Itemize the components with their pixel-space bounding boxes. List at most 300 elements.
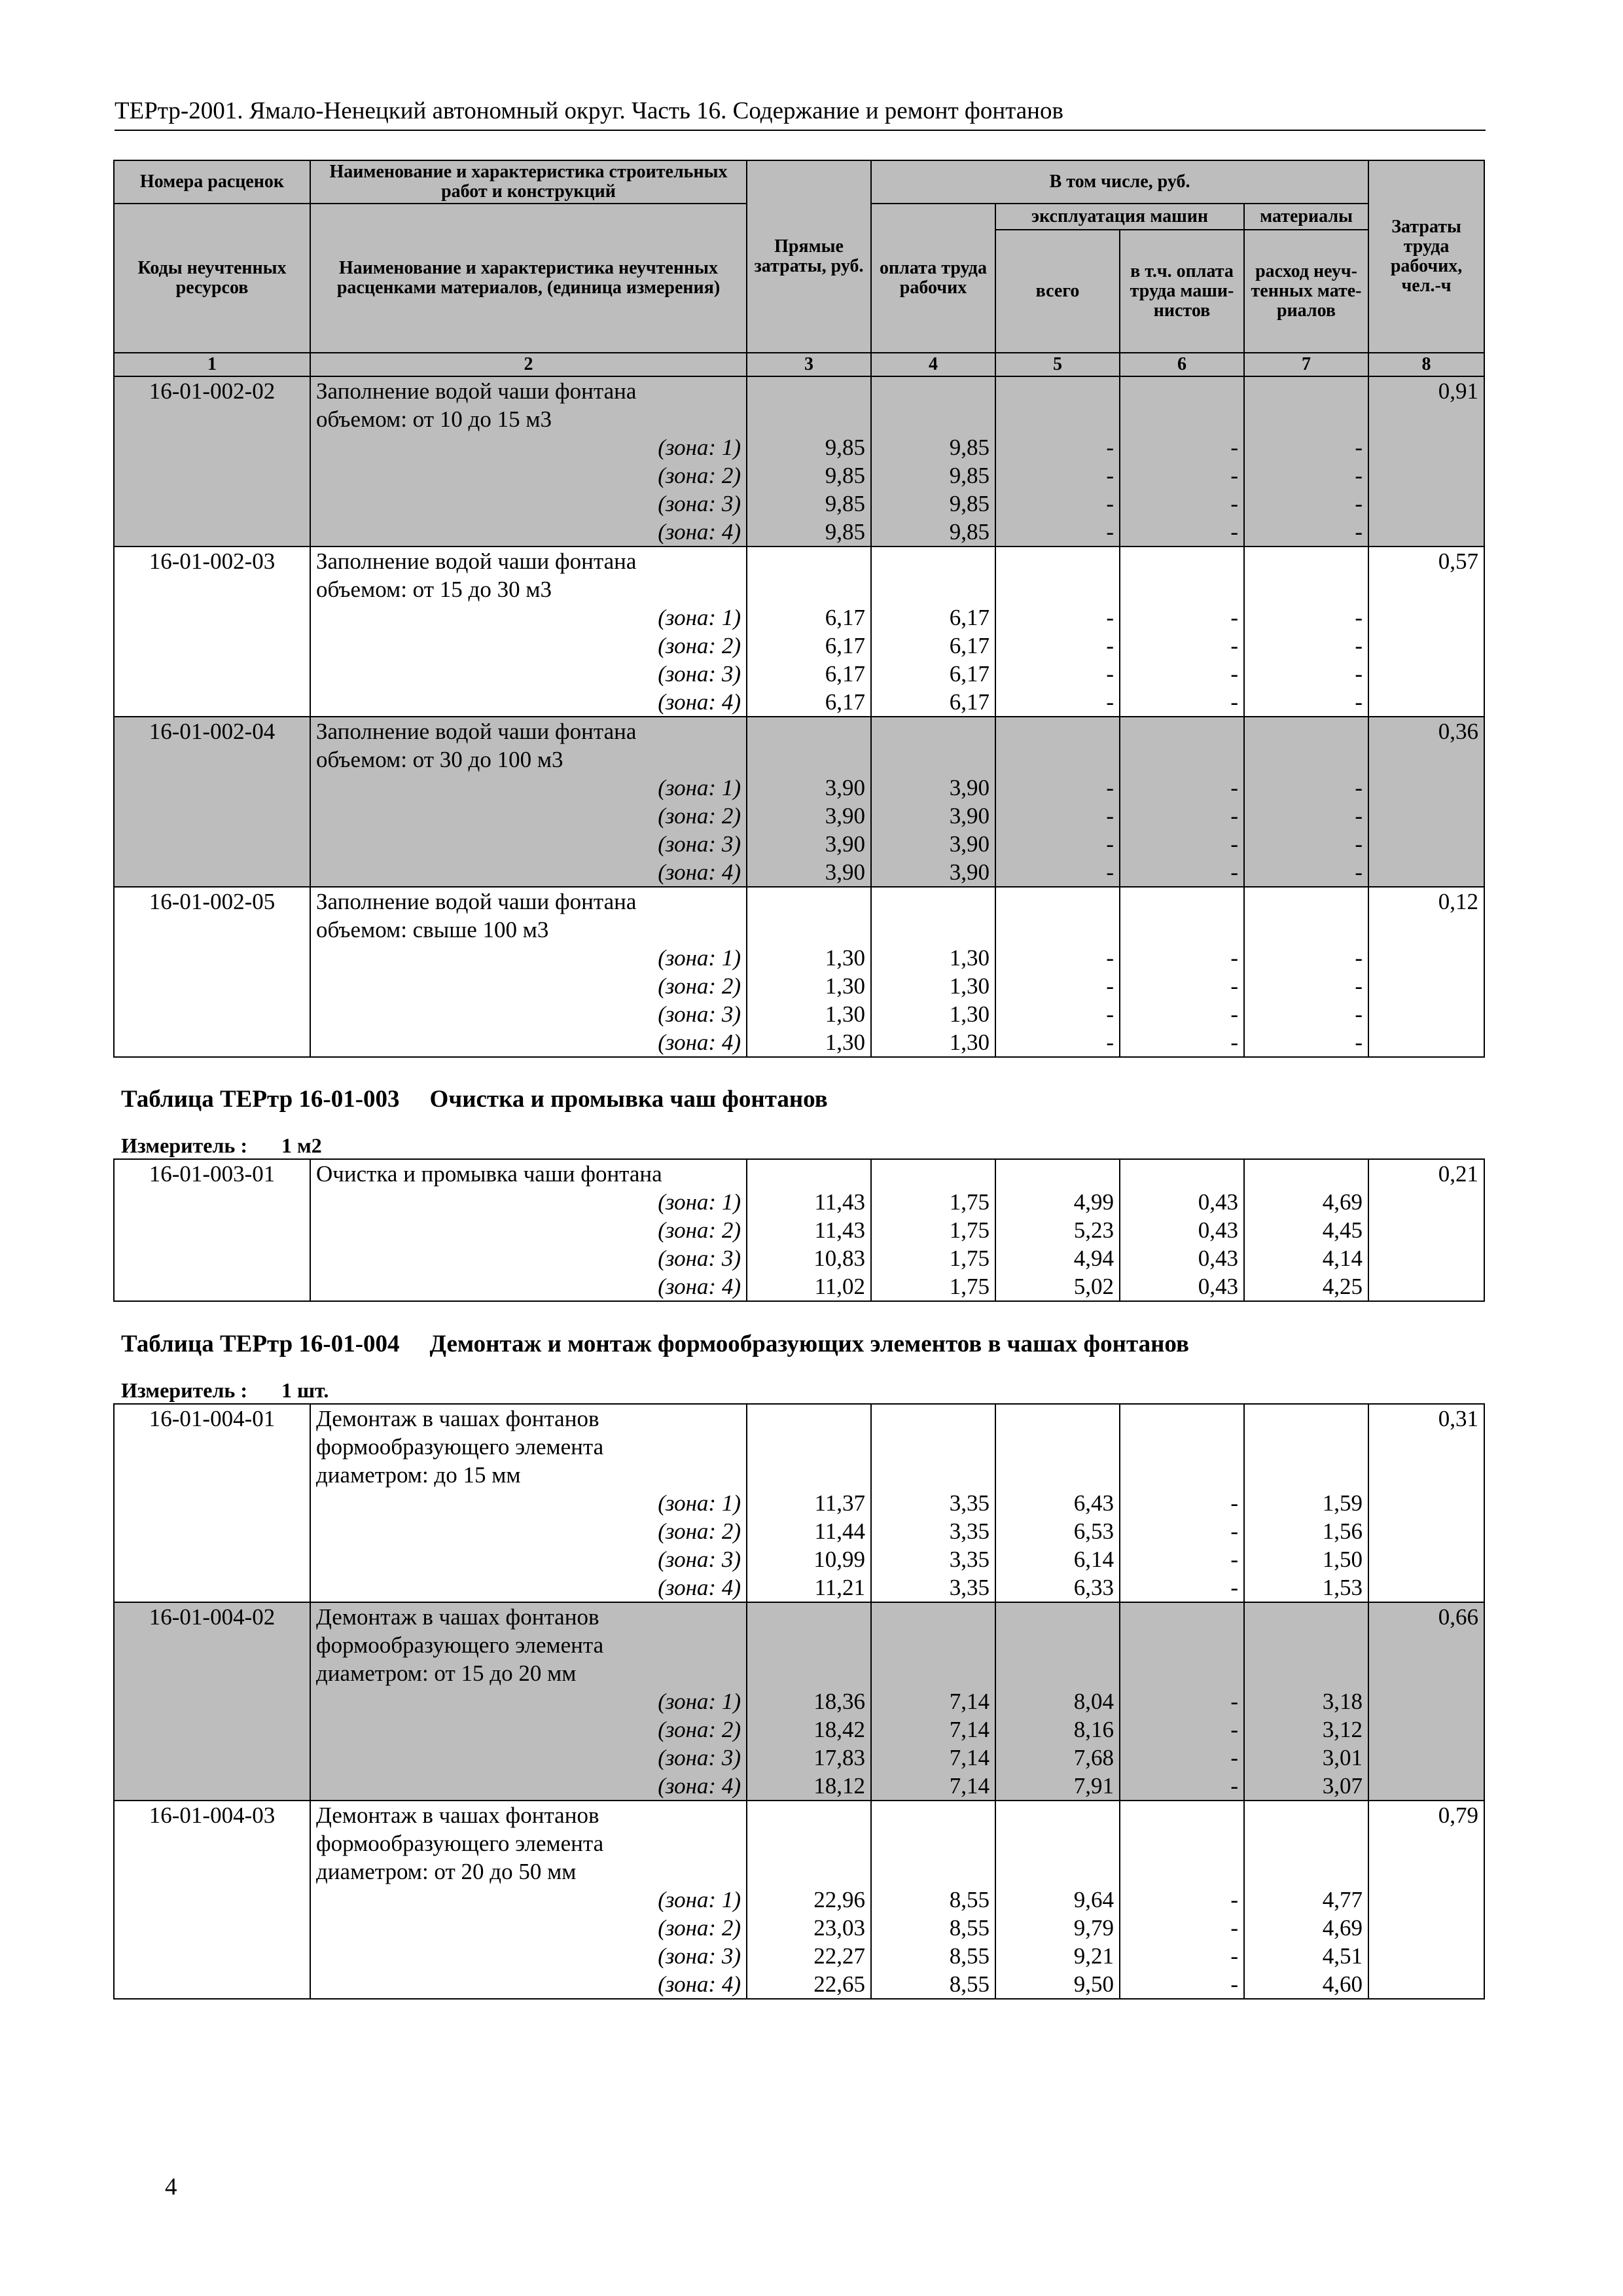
blank-line xyxy=(877,1801,990,1829)
rate-description-cell xyxy=(310,1404,747,1602)
materials-cost-value: 3,18 xyxy=(1322,1689,1363,1714)
machinist-wage-value: - xyxy=(1230,1001,1238,1027)
table-id: Таблица ТЕРтр 16-01-003 xyxy=(121,1086,400,1113)
blank-line xyxy=(753,1829,865,1857)
labor-costs-cell xyxy=(1368,887,1484,1057)
blank-line xyxy=(1250,1603,1363,1631)
labor-costs-cell xyxy=(1368,1404,1484,1602)
description-line: Демонтаж в чашах фонтанов xyxy=(316,1406,599,1431)
header-unaccounted-materials: расход неуч-тенных мате-риалов xyxy=(1244,230,1368,353)
blank-line xyxy=(1250,1659,1363,1687)
direct-cost-value: 11,21 xyxy=(814,1575,865,1600)
machinist-wage-value: 0,43 xyxy=(1198,1274,1238,1299)
header-materials: материалы xyxy=(1244,204,1368,230)
machine-total-value: - xyxy=(1106,661,1114,687)
machine-total-value: - xyxy=(1106,859,1114,885)
machine-total-value: 6,33 xyxy=(1073,1575,1114,1600)
workers-wage-value: 1,75 xyxy=(949,1217,990,1243)
machinist-wage-value: - xyxy=(1230,463,1238,488)
direct-cost-value: 11,44 xyxy=(814,1518,865,1544)
workers-wage-value: 1,30 xyxy=(949,945,990,971)
blank-line xyxy=(1126,1461,1238,1489)
materials-cost-cell xyxy=(1244,376,1368,547)
direct-cost-value: 3,90 xyxy=(825,803,865,829)
description-line: Заполнение водой чаши фонтана xyxy=(316,378,637,404)
materials-cost-value: 4,69 xyxy=(1322,1915,1363,1941)
workers-wage-value: 3,90 xyxy=(949,775,990,800)
materials-cost-cell xyxy=(1244,887,1368,1057)
header-machine-total: всего xyxy=(995,230,1120,353)
description-line: формообразующего элемента xyxy=(316,1831,604,1856)
materials-cost-value: - xyxy=(1355,1030,1363,1055)
rates-table-16-01-004 xyxy=(113,1403,1485,2000)
zone-label: (зона: 1) xyxy=(658,435,741,460)
blank-line xyxy=(753,575,865,603)
direct-cost-value: 1,30 xyxy=(825,973,865,999)
direct-cost-value: 23,03 xyxy=(813,1915,865,1941)
machine-total-cell xyxy=(995,1801,1120,1999)
zone-label: (зона: 3) xyxy=(658,491,741,516)
materials-cost-value: - xyxy=(1355,435,1363,460)
materials-cost-value: 4,45 xyxy=(1322,1217,1363,1243)
materials-cost-value: - xyxy=(1355,661,1363,687)
machine-total-value: 4,94 xyxy=(1073,1246,1114,1271)
blank-line xyxy=(1126,1829,1238,1857)
zone-label: (зона: 4) xyxy=(658,1575,741,1600)
workers-wage-value: 3,35 xyxy=(949,1518,990,1544)
blank-line xyxy=(1250,1405,1363,1433)
rate-code-cell xyxy=(114,1159,310,1301)
description-line: Демонтаж в чашах фонтанов xyxy=(316,1803,599,1828)
machinist-wage-value: - xyxy=(1230,605,1238,630)
blank-line xyxy=(1126,377,1238,405)
workers-wage-cell xyxy=(871,1404,995,1602)
blank-line xyxy=(877,1461,990,1489)
materials-cost-value: 3,07 xyxy=(1322,1773,1363,1799)
blank-line xyxy=(753,1631,865,1659)
labor-costs-cell xyxy=(1368,376,1484,547)
zone-label: (зона: 3) xyxy=(658,1943,741,1969)
blank-line xyxy=(1250,1857,1363,1886)
blank-line xyxy=(1126,1631,1238,1659)
direct-cost-value: 3,90 xyxy=(825,831,865,857)
machine-total-cell xyxy=(995,547,1120,717)
description-line: диаметром: до 15 мм xyxy=(316,1462,521,1488)
direct-cost-value: 18,42 xyxy=(813,1717,865,1742)
workers-wage-cell xyxy=(871,547,995,717)
labor-costs-value: 0,31 xyxy=(1438,1406,1478,1431)
zone-label: (зона: 1) xyxy=(658,945,741,971)
workers-wage-value: 3,35 xyxy=(949,1547,990,1572)
direct-cost-value: 6,17 xyxy=(825,605,865,630)
blank-line xyxy=(1001,717,1114,745)
blank-line xyxy=(877,888,990,916)
direct-cost-value: 22,65 xyxy=(813,1971,865,1997)
workers-wage-value: 7,14 xyxy=(949,1773,990,1799)
direct-cost-value: 18,36 xyxy=(813,1689,865,1714)
zone-label: (зона: 4) xyxy=(658,859,741,885)
machinist-wage-value: - xyxy=(1230,1575,1238,1600)
machine-total-value: 9,64 xyxy=(1073,1887,1114,1912)
column-number: 3 xyxy=(747,353,871,376)
zone-label: (зона: 2) xyxy=(658,1217,741,1243)
zone-label: (зона: 2) xyxy=(658,463,741,488)
blank-line xyxy=(1126,1659,1238,1687)
machine-total-cell xyxy=(995,717,1120,887)
direct-cost-value: 1,30 xyxy=(825,945,865,971)
direct-cost-value: 22,27 xyxy=(813,1943,865,1969)
zone-label: (зона: 2) xyxy=(658,633,741,658)
workers-wage-cell xyxy=(871,887,995,1057)
rate-description-cell xyxy=(310,1801,747,1999)
machinist-wage-value: - xyxy=(1230,1030,1238,1055)
direct-cost-value: 3,90 xyxy=(825,859,865,885)
machinist-wage-value: 0,43 xyxy=(1198,1217,1238,1243)
zone-label: (зона: 2) xyxy=(658,973,741,999)
workers-wage-value: 7,14 xyxy=(949,1689,990,1714)
materials-cost-value: - xyxy=(1355,519,1363,545)
blank-line xyxy=(1126,1801,1238,1829)
labor-costs-value: 0,36 xyxy=(1438,719,1479,744)
blank-line xyxy=(877,377,990,405)
workers-wage-value: 9,85 xyxy=(949,435,990,460)
materials-cost-value: - xyxy=(1355,463,1363,488)
materials-cost-value: - xyxy=(1355,491,1363,516)
workers-wage-value: 6,17 xyxy=(949,689,990,715)
machinist-wage-cell xyxy=(1120,887,1244,1057)
blank-line xyxy=(877,575,990,603)
zone-label: (зона: 2) xyxy=(658,803,741,829)
column-number: 4 xyxy=(871,353,995,376)
materials-cost-value: - xyxy=(1355,945,1363,971)
workers-wage-value: 3,90 xyxy=(949,859,990,885)
measurement-unit-16-01-004 xyxy=(121,1377,329,1403)
machine-total-value: - xyxy=(1106,775,1114,800)
machine-total-value: 9,50 xyxy=(1073,1971,1114,1997)
blank-line xyxy=(1001,377,1114,405)
workers-wage-cell xyxy=(871,717,995,887)
measurement-value: 1 м2 xyxy=(281,1134,322,1157)
materials-cost-value: 1,56 xyxy=(1322,1518,1363,1544)
blank-line xyxy=(1001,745,1114,774)
machine-total-value: - xyxy=(1106,1030,1114,1055)
rate-row xyxy=(114,1801,1484,1999)
zone-label: (зона: 3) xyxy=(658,1745,741,1770)
blank-line xyxy=(753,717,865,745)
machine-total-value: 8,04 xyxy=(1073,1689,1114,1714)
workers-wage-value: 3,35 xyxy=(949,1490,990,1516)
description-line: объемом: свыше 100 м3 xyxy=(316,917,549,942)
materials-cost-value: - xyxy=(1355,973,1363,999)
direct-cost-cell xyxy=(747,1602,871,1801)
blank-line xyxy=(877,1857,990,1886)
rate-row xyxy=(114,1404,1484,1602)
materials-cost-value: 4,51 xyxy=(1322,1943,1363,1969)
workers-wage-value: 1,75 xyxy=(949,1274,990,1299)
machine-total-cell xyxy=(995,1159,1120,1301)
rate-row xyxy=(114,717,1484,887)
machine-total-cell xyxy=(995,376,1120,547)
machine-total-value: 6,14 xyxy=(1073,1547,1114,1572)
direct-cost-value: 9,85 xyxy=(825,435,865,460)
rate-description-cell xyxy=(310,1159,747,1301)
blank-line xyxy=(1126,1603,1238,1631)
blank-line xyxy=(877,547,990,575)
machine-total-value: - xyxy=(1106,491,1114,516)
machinist-wage-value: - xyxy=(1230,973,1238,999)
zone-label: (зона: 1) xyxy=(658,775,741,800)
machinist-wage-value: - xyxy=(1230,1915,1238,1941)
blank-line xyxy=(1126,888,1238,916)
rate-code-cell xyxy=(114,547,310,717)
machinist-wage-cell xyxy=(1120,1404,1244,1602)
materials-cost-value: 1,50 xyxy=(1322,1547,1363,1572)
rate-description-cell xyxy=(310,1602,747,1801)
materials-cost-value: - xyxy=(1355,689,1363,715)
materials-cost-cell xyxy=(1244,1801,1368,1999)
blank-line xyxy=(1250,1801,1363,1829)
blank-line xyxy=(753,916,865,944)
rate-row xyxy=(114,1602,1484,1801)
machinist-wage-value: - xyxy=(1230,519,1238,545)
description-line: Очистка и промывка чаши фонтана xyxy=(316,1161,662,1187)
section-title-16-01-004 xyxy=(121,1330,1189,1359)
measurement-label: Измеритель : xyxy=(121,1378,247,1402)
blank-line xyxy=(877,405,990,433)
labor-costs-value: 0,66 xyxy=(1438,1604,1478,1630)
zone-label: (зона: 2) xyxy=(658,1518,741,1544)
zone-label: (зона: 4) xyxy=(658,519,741,545)
labor-costs-cell xyxy=(1368,1602,1484,1801)
blank-line xyxy=(753,888,865,916)
description-line: Заполнение водой чаши фонтана xyxy=(316,889,637,914)
machine-total-value: 8,16 xyxy=(1073,1717,1114,1742)
machinist-wage-value: - xyxy=(1230,1887,1238,1912)
blank-line xyxy=(1126,547,1238,575)
machinist-wage-value: - xyxy=(1230,945,1238,971)
zone-label: (зона: 4) xyxy=(658,1773,741,1799)
workers-wage-value: 1,30 xyxy=(949,1030,990,1055)
page-number: 4 xyxy=(165,2174,177,2200)
blank-line xyxy=(1001,575,1114,603)
blank-line xyxy=(1250,916,1363,944)
labor-costs-value: 0,79 xyxy=(1438,1803,1478,1828)
labor-costs-cell xyxy=(1368,547,1484,717)
machine-total-value: 6,53 xyxy=(1073,1518,1114,1544)
zone-label: (зона: 4) xyxy=(658,1274,741,1299)
blank-line xyxy=(877,916,990,944)
blank-line xyxy=(877,745,990,774)
zone-label: (зона: 4) xyxy=(658,1030,741,1055)
column-number: 2 xyxy=(310,353,747,376)
blank-line xyxy=(1001,1801,1114,1829)
blank-line xyxy=(877,717,990,745)
description-line: диаметром: от 15 до 20 мм xyxy=(316,1660,577,1686)
materials-cost-value: - xyxy=(1355,605,1363,630)
materials-cost-value: - xyxy=(1355,1001,1363,1027)
workers-wage-value: 6,17 xyxy=(949,661,990,687)
rate-code-cell xyxy=(114,717,310,887)
rate-description-cell xyxy=(310,887,747,1057)
machine-total-value: - xyxy=(1106,973,1114,999)
materials-cost-value: - xyxy=(1355,859,1363,885)
materials-cost-cell xyxy=(1244,717,1368,887)
workers-wage-value: 3,90 xyxy=(949,803,990,829)
rate-code: 16-01-002-05 xyxy=(149,889,276,914)
machine-total-value: - xyxy=(1106,633,1114,658)
rate-code: 16-01-002-02 xyxy=(149,378,276,404)
machinist-wage-value: - xyxy=(1230,1689,1238,1714)
materials-cost-value: 4,60 xyxy=(1322,1971,1363,1997)
zone-label: (зона: 3) xyxy=(658,831,741,857)
direct-cost-value: 6,17 xyxy=(825,661,865,687)
blank-line xyxy=(753,405,865,433)
machinist-wage-cell xyxy=(1120,1602,1244,1801)
machinist-wage-cell xyxy=(1120,547,1244,717)
blank-line xyxy=(1126,916,1238,944)
materials-cost-cell xyxy=(1244,1404,1368,1602)
measurement-unit-16-01-003 xyxy=(121,1132,322,1158)
machine-total-value: 5,02 xyxy=(1073,1274,1114,1299)
blank-line xyxy=(1001,1857,1114,1886)
workers-wage-value: 9,85 xyxy=(949,491,990,516)
materials-cost-value: - xyxy=(1355,803,1363,829)
blank-line xyxy=(1126,1433,1238,1461)
blank-line xyxy=(1250,547,1363,575)
machinist-wage-value: - xyxy=(1230,435,1238,460)
machinist-wage-value: 0,43 xyxy=(1198,1189,1238,1215)
blank-line xyxy=(1001,888,1114,916)
zone-label: (зона: 3) xyxy=(658,661,741,687)
description-line: объемом: от 10 до 15 м3 xyxy=(316,406,552,432)
machine-total-value: 7,91 xyxy=(1073,1773,1114,1799)
header-rate-numbers: Номера расценок xyxy=(114,160,310,204)
workers-wage-cell xyxy=(871,1159,995,1301)
direct-cost-value: 11,43 xyxy=(814,1217,865,1243)
blank-line xyxy=(877,1160,990,1188)
blank-line xyxy=(1126,575,1238,603)
blank-line xyxy=(753,1433,865,1461)
machinist-wage-value: - xyxy=(1230,803,1238,829)
machinist-wage-value: - xyxy=(1230,775,1238,800)
page-header: ТЕРтр-2001. Ямало-Ненецкий автономный округ. Часть 16. Содержание и ремонт фонтанов xyxy=(115,97,1486,131)
machinist-wage-value: - xyxy=(1230,1518,1238,1544)
description-line: диаметром: от 20 до 50 мм xyxy=(316,1859,577,1884)
machinist-wage-value: - xyxy=(1230,1971,1238,1997)
rate-row xyxy=(114,547,1484,717)
machinist-wage-value: - xyxy=(1230,1943,1238,1969)
materials-cost-cell xyxy=(1244,547,1368,717)
machine-total-value: - xyxy=(1106,831,1114,857)
machinist-wage-value: - xyxy=(1230,1547,1238,1572)
blank-line xyxy=(753,1801,865,1829)
blank-line xyxy=(753,1461,865,1489)
rate-code-cell xyxy=(114,1404,310,1602)
machine-total-value: 4,99 xyxy=(1073,1189,1114,1215)
column-number: 1 xyxy=(114,353,310,376)
workers-wage-value: 8,55 xyxy=(949,1971,990,1997)
blank-line xyxy=(1001,405,1114,433)
header-including: В том числе, руб. xyxy=(871,160,1368,204)
machine-total-cell xyxy=(995,1602,1120,1801)
zone-label: (зона: 2) xyxy=(658,1915,741,1941)
direct-cost-cell xyxy=(747,717,871,887)
workers-wage-value: 8,55 xyxy=(949,1915,990,1941)
zone-label: (зона: 1) xyxy=(658,1689,741,1714)
rate-description-cell xyxy=(310,376,747,547)
blank-line xyxy=(753,1160,865,1188)
header-machinist-wage: в т.ч. оплата труда маши-нистов xyxy=(1120,230,1244,353)
direct-cost-cell xyxy=(747,887,871,1057)
rate-row xyxy=(114,887,1484,1057)
workers-wage-value: 3,90 xyxy=(949,831,990,857)
header-direct-costs: Прямые затраты, руб. xyxy=(747,160,871,353)
rate-description-cell xyxy=(310,547,747,717)
machine-total-value: 9,21 xyxy=(1073,1943,1114,1969)
blank-line xyxy=(753,547,865,575)
rate-code: 16-01-004-01 xyxy=(149,1406,276,1431)
blank-line xyxy=(1250,1461,1363,1489)
table-header xyxy=(114,160,1484,376)
labor-costs-cell xyxy=(1368,717,1484,887)
workers-wage-value: 7,14 xyxy=(949,1717,990,1742)
rates-table-16-01-002 xyxy=(113,160,1485,1058)
rate-code: 16-01-003-01 xyxy=(149,1161,276,1187)
workers-wage-value: 6,17 xyxy=(949,633,990,658)
blank-line xyxy=(1126,1160,1238,1188)
labor-costs-value: 0,57 xyxy=(1438,548,1479,574)
direct-cost-value: 3,90 xyxy=(825,775,865,800)
description-line: формообразующего элемента xyxy=(316,1632,604,1658)
table-title: Демонтаж и монтаж формообразующих элементов в чашах фонтанов xyxy=(429,1331,1189,1357)
direct-cost-value: 11,37 xyxy=(814,1490,865,1516)
workers-wage-value: 9,85 xyxy=(949,519,990,545)
rate-code-cell xyxy=(114,1801,310,1999)
zone-label: (зона: 1) xyxy=(658,1189,741,1215)
description-line: объемом: от 30 до 100 м3 xyxy=(316,747,563,772)
machine-total-value: 9,79 xyxy=(1073,1915,1114,1941)
machine-total-cell xyxy=(995,887,1120,1057)
blank-line xyxy=(877,1631,990,1659)
blank-line xyxy=(1001,1160,1114,1188)
materials-cost-value: 1,59 xyxy=(1322,1490,1363,1516)
description-line: Заполнение водой чаши фонтана xyxy=(316,719,637,744)
machine-total-value: - xyxy=(1106,463,1114,488)
blank-line xyxy=(1250,717,1363,745)
blank-line xyxy=(1250,888,1363,916)
direct-cost-value: 6,17 xyxy=(825,633,865,658)
machine-total-value: - xyxy=(1106,605,1114,630)
workers-wage-value: 8,55 xyxy=(949,1943,990,1969)
labor-costs-cell xyxy=(1368,1801,1484,1999)
workers-wage-cell xyxy=(871,376,995,547)
header-resource-codes: Коды неучтенных ресурсов xyxy=(114,204,310,353)
zone-label: (зона: 1) xyxy=(658,1887,741,1912)
blank-line xyxy=(753,745,865,774)
zone-label: (зона: 1) xyxy=(658,605,741,630)
machine-total-value: - xyxy=(1106,1001,1114,1027)
blank-line xyxy=(1001,547,1114,575)
materials-cost-value: 3,01 xyxy=(1322,1745,1363,1770)
workers-wage-value: 1,30 xyxy=(949,973,990,999)
zone-label: (зона: 3) xyxy=(658,1547,741,1572)
direct-cost-cell xyxy=(747,1801,871,1999)
rate-code-cell xyxy=(114,376,310,547)
direct-cost-value: 18,12 xyxy=(813,1773,865,1799)
blank-line xyxy=(1250,1160,1363,1188)
machine-total-cell xyxy=(995,1404,1120,1602)
machinist-wage-value: - xyxy=(1230,1717,1238,1742)
